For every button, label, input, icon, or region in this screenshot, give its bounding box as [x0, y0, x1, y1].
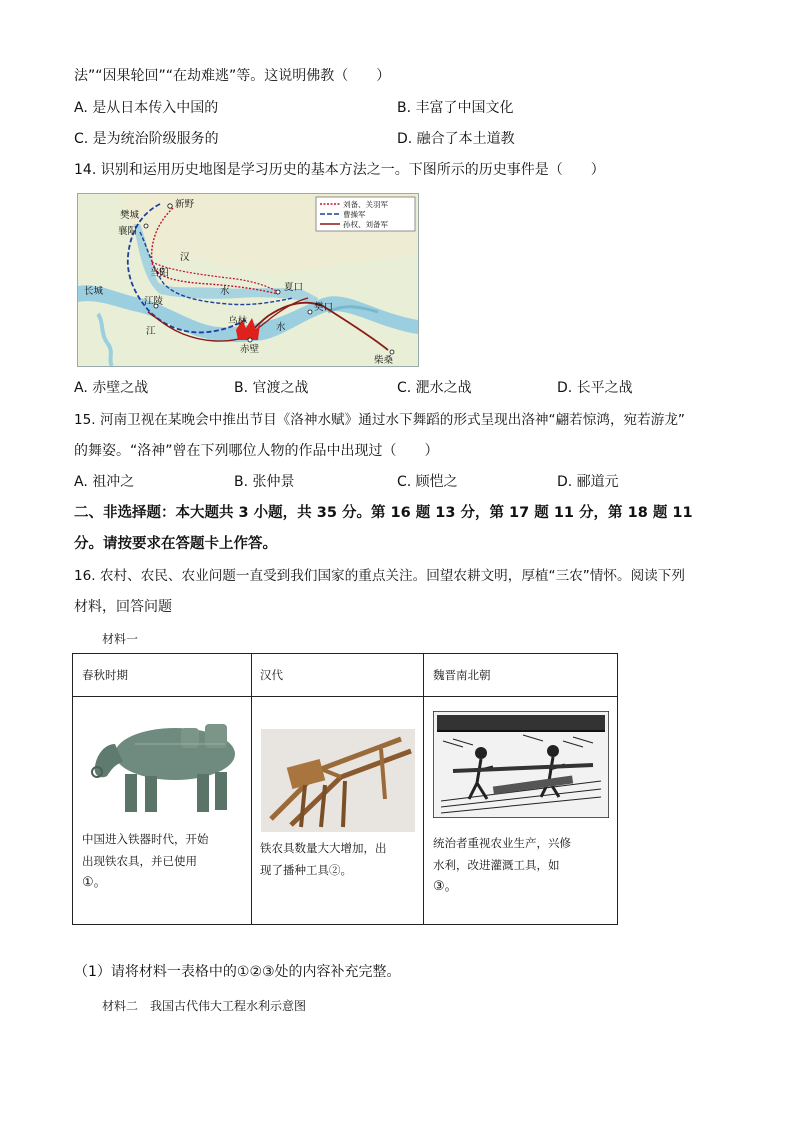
- cell-text-weijin-line3: ③。: [433, 879, 458, 894]
- q15-option-c: C. 顾恺之: [397, 474, 458, 490]
- map-drawing: [78, 194, 418, 366]
- header-chunqiu: 春秋时期: [82, 668, 128, 682]
- cell-text-chunqiu: [82, 828, 248, 894]
- q16-stem-line1: 16. 农村、农民、农业问题一直受到我们国家的重点关注。回望农耕文明，厚植“三农”情怀。阅读下列: [74, 568, 685, 584]
- q15-stem-line1: 15. 河南卫视在某晚会中推出节目《洛神水赋》通过水下舞蹈的形式呈现出洛神“翩若惊鸿，宛若游龙”: [74, 412, 685, 428]
- label-shui-2: 水: [276, 322, 286, 333]
- label-changcheng: 长城: [84, 286, 104, 297]
- material1-label: 材料一: [102, 632, 139, 646]
- cell-text-weijin-line2: 水利，改进灌溉工具，如: [433, 858, 560, 872]
- label-dangyang: 当阳: [150, 268, 170, 279]
- legend-label-cao: 曹操军: [343, 210, 366, 219]
- dot-chibi: [248, 338, 252, 342]
- q14-stem: 14. 识别和运用历史地图是学习历史的基本方法之一。下图所示的历史事件是（ ）: [74, 162, 605, 178]
- q14-option-c: C. 淝水之战: [397, 380, 472, 396]
- dot-fankou: [308, 310, 312, 314]
- label-jiang: 江: [146, 326, 156, 337]
- dot-xiakou: [276, 290, 280, 294]
- label-chaisang: 柴桑: [374, 355, 394, 366]
- q13-option-b: B. 丰富了中国文化: [397, 100, 514, 116]
- dot-chaisang: [390, 350, 394, 354]
- cell-text-weijin-line1: 统治者重视农业生产，兴修: [433, 836, 571, 850]
- historical-battle-map: [77, 193, 419, 367]
- q16-stem-line2: 材料，回答问题: [74, 599, 172, 615]
- q13-stem-end: 法”“因果轮回”“在劫难逃”等。这说明佛教（ ）: [74, 68, 391, 84]
- dot-xiangyang: [144, 224, 148, 228]
- label-jiangling: 江陵: [144, 296, 164, 307]
- q13-option-a: A. 是从日本传入中国的: [74, 100, 219, 116]
- label-xiakou: 夏口: [284, 282, 304, 293]
- label-wulin: 乌林: [228, 316, 248, 327]
- label-fancheng: 樊城: [120, 210, 140, 221]
- q15-stem-line2: 的舞姿。“洛神”曾在下列哪位人物的作品中出现过（ ）: [74, 443, 439, 459]
- q15-option-b: B. 张仲景: [234, 474, 295, 490]
- q14-option-a: A. 赤壁之战: [74, 380, 149, 396]
- q16-subquestion-1: （1）请将材料一表格中的①②③处的内容补充完整。: [74, 964, 401, 980]
- seed-drill-image: [261, 729, 415, 832]
- cell-text-chunqiu-line1: 中国进入铁器时代，开始: [82, 832, 209, 846]
- cell-text-handai-line2: 现了播种工具②。: [260, 863, 352, 877]
- q14-option-b: B. 官渡之战: [234, 380, 309, 396]
- q14-option-d: D. 长平之战: [557, 380, 633, 396]
- cell-text-chunqiu-line3: ①。: [82, 875, 107, 890]
- label-chibi: 赤壁: [240, 344, 260, 355]
- q15-option-a: A. 祖冲之: [74, 474, 135, 490]
- q15-option-d: D. 郦道元: [557, 474, 619, 490]
- label-shui-1: 水: [220, 286, 230, 297]
- legend-label-liu-guan: 刘备、关羽军: [343, 200, 388, 209]
- legend-label-sun-liu: 孙权、刘备军: [343, 220, 388, 229]
- cell-text-handai: [260, 837, 420, 881]
- cell-text-weijin: [433, 832, 615, 898]
- table-divider-1: [251, 654, 252, 924]
- table-header-divider: [73, 696, 617, 697]
- label-fankou: 樊口: [314, 302, 334, 313]
- cell-text-handai-line1: 铁农具数量大大增加，出: [260, 841, 387, 855]
- q13-option-d: D. 融合了本土道教: [397, 131, 515, 147]
- section2-heading-line1: 二、非选择题：本大题共 3 小题，共 35 分。第 16 题 13 分，第 17 题 11 分，第 18 题 11: [74, 505, 693, 521]
- cell-text-chunqiu-line2: 出现铁农具，并已使用: [82, 854, 197, 868]
- q13-option-c: C. 是为统治阶级服务的: [74, 131, 219, 147]
- bronze-ox-vessel-image: [85, 714, 243, 818]
- label-xiangyang: 襄阳: [118, 226, 138, 237]
- table-divider-2: [423, 654, 424, 924]
- header-weijin: 魏晋南北朝: [433, 668, 491, 682]
- section2-heading-line2: 分。请按要求在答题卡上作答。: [74, 536, 277, 552]
- irrigation-woodcut-image: [433, 711, 609, 818]
- label-han: 汉: [180, 252, 190, 263]
- label-xinye: 新野: [175, 199, 195, 210]
- material2-label: 材料二 我国古代伟大工程水利示意图: [102, 999, 307, 1013]
- header-handai: 汉代: [260, 668, 283, 682]
- material1-table: [72, 653, 618, 925]
- dot-xinye: [168, 204, 172, 208]
